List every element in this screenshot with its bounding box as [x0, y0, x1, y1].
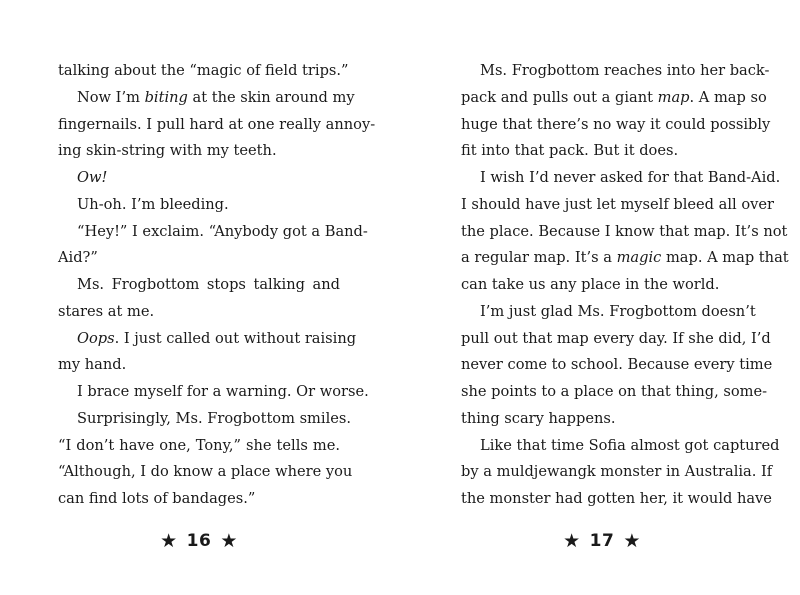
text-line: fit into that pack. But it does. — [461, 142, 679, 160]
italic-text: map — [657, 88, 690, 106]
text-line: talking about the “magic of field trips.” — [58, 62, 349, 79]
right-page — [461, 58, 789, 513]
text-line: Uh-oh. I’m bleeding. — [77, 195, 229, 213]
text-line: stares at me. — [58, 302, 155, 320]
text-line: my hand. — [58, 356, 127, 374]
text-run: . I just called out without raising — [114, 329, 357, 347]
star-icon: ★ — [623, 530, 641, 552]
text-run: pack and pulls out a giant — [461, 88, 658, 106]
star-icon: ★ — [563, 530, 581, 552]
text-line: can take us any place in the world. — [461, 276, 720, 293]
text-run: . A map so — [689, 88, 767, 106]
text-line: I’m just glad Ms. Frogbottom doesn’t — [480, 302, 756, 320]
star-icon: ★ — [160, 530, 178, 552]
text-line: thing scary happens. — [461, 409, 616, 427]
text-line: Ms. Frogbottom reaches into her back- — [480, 62, 770, 79]
left-page — [58, 58, 376, 513]
text-line: “Hey!” I exclaim. “Anybody got a Band- — [77, 222, 368, 240]
text-line: I should have just let myself bleed all over — [461, 195, 774, 213]
text-line: Surprisingly, Ms. Frogbottom smiles. — [77, 409, 351, 427]
text-line: “Although, I do know a place where you — [58, 463, 353, 481]
text-line — [58, 165, 340, 192]
text-line: never come to school. Because every time — [461, 356, 773, 374]
italic-text: magic — [616, 249, 662, 267]
page-number: 16 — [186, 531, 212, 551]
text-line: Like that time Sofia almost got captured — [480, 436, 780, 454]
text-line — [461, 245, 789, 272]
text-line: can find lots of bandages.” — [58, 490, 256, 507]
text-line: I brace myself for a warning. Or worse. — [77, 383, 369, 400]
right-page-number — [461, 528, 743, 554]
text-line: I wish I’d never asked for that Band-Aid. — [480, 169, 781, 186]
text-line: pull out that map every day. If she did, I’d — [461, 329, 771, 347]
text-line: by a muldjewangk monster in Australia. If — [461, 463, 773, 481]
text-run: a regular map. It’s a — [461, 249, 617, 267]
text-run: Now I’m — [77, 88, 145, 106]
text-run: at the skin around my — [187, 88, 355, 106]
text-line: “I don’t have one, Tony,” she tells me. — [58, 436, 340, 454]
text-line: the place. Because I know that map. It’s not — [461, 222, 788, 240]
text-line: fingernails. I pull hard at one really annoy- — [58, 115, 376, 133]
text-line — [58, 85, 355, 112]
text-run: map. A map that — [661, 249, 789, 267]
text-line: Aid?” — [58, 249, 98, 267]
text-line — [461, 85, 767, 112]
left-page-number — [58, 528, 340, 554]
star-icon: ★ — [220, 530, 238, 552]
italic-text: Oops — [77, 329, 115, 347]
text-line: huge that there’s no way it could possibly — [461, 115, 771, 133]
text-line: Ms. Frogbottom stops talking and — [77, 276, 340, 293]
italic-text: biting — [144, 88, 188, 106]
text-line: ing skin-string with my teeth. — [58, 142, 277, 160]
page-number: 17 — [589, 531, 615, 551]
text-line: the monster had gotten her, it would have — [461, 490, 772, 507]
text-line — [58, 326, 357, 353]
text-line: she points to a place on that thing, some- — [461, 383, 768, 400]
italic-text: Ow! — [77, 169, 108, 186]
